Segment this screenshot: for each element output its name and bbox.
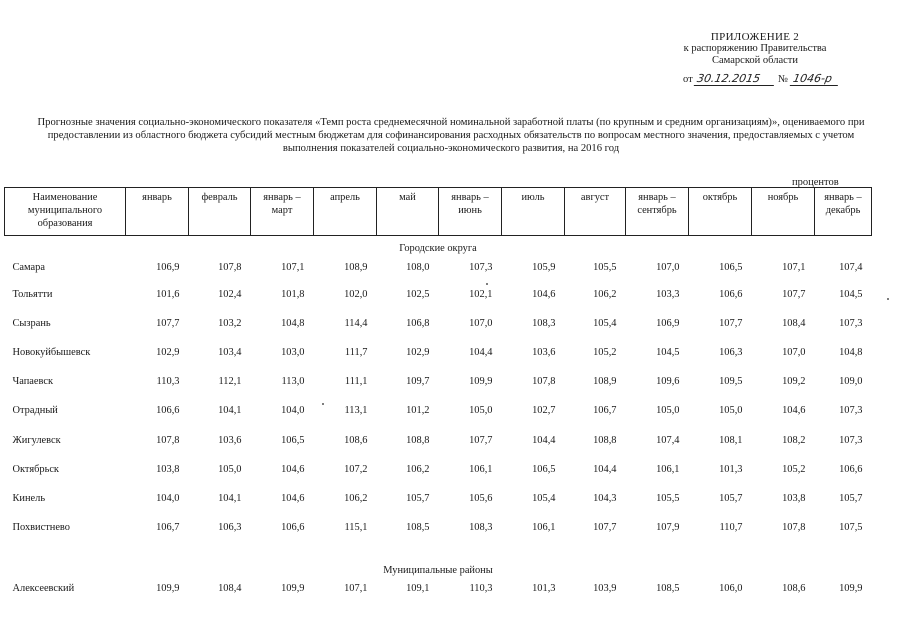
value-cell: 101,8 [281,289,305,301]
value-cell: 114,4 [344,318,368,330]
value-cell: 108,5 [656,583,680,595]
value-cell: 106,1 [532,521,556,533]
value-cell: 106,2 [344,492,368,504]
value-cell: 105,0 [719,405,743,417]
units-label: процентов [792,177,839,188]
table-row [5,455,872,484]
appendix-title: ПРИЛОЖЕНИЕ 2 [710,31,800,43]
table-row [5,280,872,309]
value-cell: 107,3 [839,434,863,446]
value-cell: 106,9 [656,318,680,330]
value-cell: 109,6 [656,376,680,388]
header-month-column: май [377,188,439,236]
value-cell: 110,3 [469,583,493,595]
value-cell: 106,2 [593,289,617,301]
value-cell: 106,2 [406,463,430,475]
header-month-column: апрель [314,188,377,236]
value-cell: 105,0 [218,463,242,475]
table-row [5,513,872,542]
value-cell: 111,1 [344,376,368,388]
value-cell: 106,5 [532,463,556,475]
value-cell: 102,9 [406,347,430,359]
value-cell: 104,8 [281,318,305,330]
value-cell: 107,3 [839,405,863,417]
header-month-column: январь – сентябрь [626,188,689,236]
municipality-name: Алексеевский [12,583,75,595]
value-cell: 101,6 [156,289,180,301]
municipality-name: Жигулевск [12,434,61,446]
value-cell: 107,1 [281,261,305,273]
value-cell: 107,1 [782,261,806,273]
value-cell: 104,4 [593,463,617,475]
header-month-column: январь – декабрь [815,188,872,236]
value-cell: 105,4 [593,318,617,330]
value-cell: 109,1 [406,583,430,595]
value-cell: 108,9 [344,261,368,273]
value-cell: 108,1 [719,434,743,446]
table-row [5,367,872,396]
value-cell: 107,7 [593,521,617,533]
value-cell: 108,5 [406,521,430,533]
value-cell: 105,5 [656,492,680,504]
order-date-number [683,72,839,86]
value-cell: 107,5 [839,521,863,533]
header-month-column: январь [126,188,189,236]
value-cell: 109,2 [782,376,806,388]
value-cell: 104,1 [218,492,242,504]
number-prefix: № [777,74,788,85]
date-prefix: от [683,74,693,85]
value-cell: 104,5 [839,289,863,301]
municipality-name: Самара [12,261,45,273]
municipality-name: Тольятти [12,289,53,301]
value-cell: 106,5 [719,261,743,273]
value-cell: 105,6 [469,492,493,504]
municipality-name: Отрадный [12,405,58,417]
value-cell: 102,7 [532,405,556,417]
section-row [5,236,872,255]
value-cell: 105,9 [532,261,556,273]
municipality-name: Новокуйбышевск [12,347,91,359]
value-cell: 115,1 [344,521,368,533]
value-cell: 104,4 [469,347,493,359]
title-line-1: Прогнозные значения социально-экономического показателя «Темп роста среднемесячной номинальной заработной платы (по крупным и средним организациям)», оцениваемого при [37,117,865,128]
appendix-block [640,31,870,67]
section-row [5,542,872,576]
value-cell: 102,1 [469,289,493,301]
value-cell: 107,3 [839,318,863,330]
value-cell: 106,6 [719,289,743,301]
value-cell: 106,9 [156,261,180,273]
value-cell: 106,1 [469,463,493,475]
table-row [5,338,872,367]
value-cell: 106,0 [719,583,743,595]
value-cell: 101,3 [532,583,556,595]
value-cell: 108,0 [406,261,430,273]
handwritten-number: 1046-р [789,72,839,86]
value-cell: 102,0 [344,289,368,301]
value-cell: 108,8 [406,434,430,446]
header-row [5,188,872,236]
header-month-column: август [565,188,626,236]
value-cell: 113,0 [281,376,305,388]
value-cell: 107,8 [782,521,806,533]
value-cell: 108,4 [218,583,242,595]
forecast-table [4,187,872,602]
table-row [5,484,872,513]
value-cell: 106,5 [281,434,305,446]
value-cell: 108,3 [532,318,556,330]
value-cell: 107,7 [719,318,743,330]
value-cell: 105,0 [469,405,493,417]
value-cell: 106,7 [156,521,180,533]
value-cell: 105,0 [656,405,680,417]
table-row [5,425,872,454]
scan-speck [887,298,889,300]
value-cell: 104,0 [281,405,305,417]
value-cell: 105,7 [719,492,743,504]
value-cell: 110,7 [719,521,743,533]
value-cell: 107,8 [218,261,242,273]
value-cell: 109,9 [839,583,863,595]
value-cell: 107,0 [469,318,493,330]
value-cell: 101,2 [406,405,430,417]
value-cell: 109,7 [406,376,430,388]
value-cell: 103,3 [656,289,680,301]
value-cell: 107,0 [782,347,806,359]
value-cell: 103,6 [532,347,556,359]
value-cell: 105,7 [406,492,430,504]
value-cell: 110,3 [156,376,180,388]
value-cell: 107,7 [156,318,180,330]
value-cell: 107,1 [344,583,368,595]
value-cell: 108,2 [782,434,806,446]
header-month-column: февраль [189,188,251,236]
value-cell: 105,5 [593,261,617,273]
municipality-name: Сызрань [12,318,51,330]
value-cell: 104,5 [656,347,680,359]
scan-speck [486,283,488,285]
handwritten-date: 30.12.2015 [694,72,776,86]
value-cell: 107,4 [656,434,680,446]
appendix-line-2: Самарской области [712,55,798,66]
value-cell: 106,7 [593,405,617,417]
value-cell: 104,6 [782,405,806,417]
value-cell: 111,7 [344,347,368,359]
value-cell: 113,1 [344,405,368,417]
value-cell: 107,2 [344,463,368,475]
value-cell: 107,8 [156,434,180,446]
value-cell: 107,7 [469,434,493,446]
municipality-name: Чапаевск [12,376,54,388]
value-cell: 105,2 [593,347,617,359]
value-cell: 103,6 [218,434,242,446]
value-cell: 106,3 [719,347,743,359]
value-cell: 107,8 [532,376,556,388]
value-cell: 106,1 [656,463,680,475]
value-cell: 104,1 [218,405,242,417]
value-cell: 103,8 [782,492,806,504]
header-month-column: январь – июнь [439,188,502,236]
value-cell: 108,6 [782,583,806,595]
value-cell: 103,2 [218,318,242,330]
value-cell: 104,6 [281,463,305,475]
value-cell: 109,0 [839,376,863,388]
municipality-name: Октябрьск [12,463,59,475]
table-row [5,309,872,338]
table-row [5,576,872,602]
section-title: Муниципальные районы [383,564,493,576]
value-cell: 103,8 [156,463,180,475]
value-cell: 102,4 [218,289,242,301]
value-cell: 106,6 [156,405,180,417]
scan-speck [322,403,324,405]
document-title [12,116,890,155]
value-cell: 104,8 [839,347,863,359]
value-cell: 109,9 [281,583,305,595]
table-row [5,396,872,425]
value-cell: 109,9 [469,376,493,388]
appendix-line-1: к распоряжению Правительства [683,43,827,54]
header-month-column: январь – март [251,188,314,236]
value-cell: 108,8 [593,434,617,446]
value-cell: 104,6 [281,492,305,504]
value-cell: 101,3 [719,463,743,475]
value-cell: 104,4 [532,434,556,446]
header-month-column: октябрь [689,188,752,236]
table-row [5,254,872,280]
value-cell: 105,7 [839,492,863,504]
value-cell: 102,9 [156,347,180,359]
value-cell: 103,9 [593,583,617,595]
value-cell: 109,9 [156,583,180,595]
value-cell: 105,4 [532,492,556,504]
value-cell: 106,3 [218,521,242,533]
municipality-name: Кинель [12,492,46,504]
value-cell: 105,2 [782,463,806,475]
value-cell: 107,0 [656,261,680,273]
value-cell: 104,6 [532,289,556,301]
value-cell: 104,0 [156,492,180,504]
value-cell: 108,6 [344,434,368,446]
value-cell: 106,6 [839,463,863,475]
value-cell: 108,4 [782,318,806,330]
value-cell: 108,3 [469,521,493,533]
value-cell: 107,9 [656,521,680,533]
value-cell: 106,8 [406,318,430,330]
header-month-column: июль [502,188,565,236]
value-cell: 106,6 [281,521,305,533]
value-cell: 103,4 [218,347,242,359]
title-line-2: предоставлении из областного бюджета субсидий местным бюджетам для софинансирования расходных обязательств по вопросам местного значения, предоставляемых с учетом [47,130,855,141]
value-cell: 104,3 [593,492,617,504]
value-cell: 103,0 [281,347,305,359]
value-cell: 107,4 [839,261,863,273]
municipality-name: Похвистнево [12,521,70,533]
header-month-column: ноябрь [752,188,815,236]
title-line-3: выполнения показателей социально-экономического развития, на 2016 год [282,143,620,154]
value-cell: 107,3 [469,261,493,273]
value-cell: 102,5 [406,289,430,301]
header-name-column: Наименование муниципального образования [5,188,126,236]
value-cell: 107,7 [782,289,806,301]
value-cell: 109,5 [719,376,743,388]
section-title: Городские округа [399,243,477,254]
value-cell: 108,9 [593,376,617,388]
value-cell: 112,1 [218,376,242,388]
